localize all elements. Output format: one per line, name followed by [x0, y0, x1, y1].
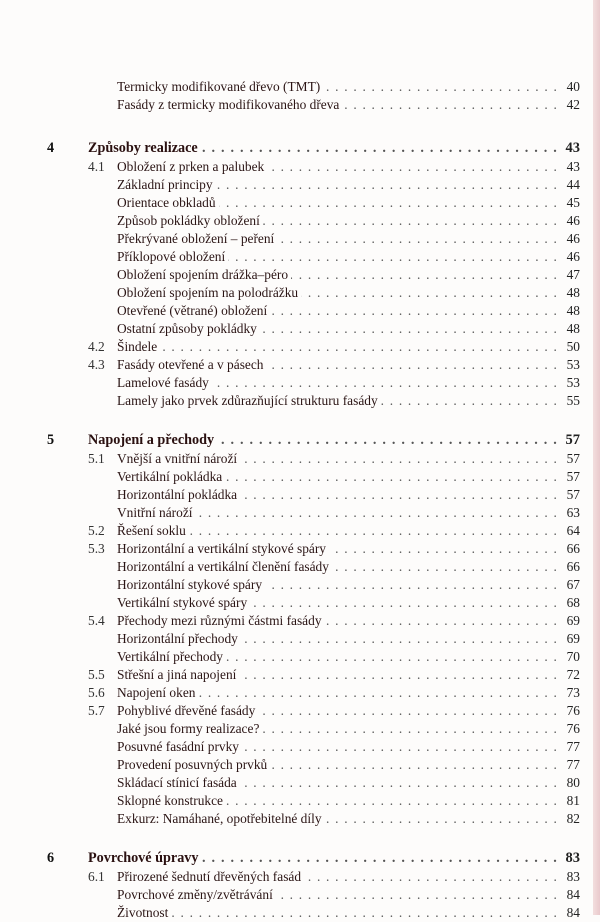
entry-title: Horizontální a vertikální členění fasády: [117, 559, 332, 574]
entry-title: Horizontální a vertikální stykové spáry: [117, 541, 329, 556]
page-number: 44: [566, 177, 580, 192]
entry-title: Přechody mezi různými částmi fasády: [117, 613, 325, 628]
toc-section: [0, 450, 600, 468]
page-number: 48: [566, 303, 580, 318]
entry-title: Obložení spojením drážka–péro: [117, 267, 291, 282]
entry-title: Obložení spojením na polodrážku: [117, 285, 301, 300]
toc-entry: [0, 230, 600, 248]
page-number: 66: [566, 541, 580, 556]
page-number: 63: [566, 505, 580, 520]
entry-title: Jaké jsou formy realizace?: [117, 721, 262, 736]
page-number: 70: [566, 649, 580, 664]
dot-leader: [117, 284, 558, 302]
toc-section: [0, 666, 600, 684]
dot-leader: [117, 792, 558, 810]
page-number: 69: [566, 631, 580, 646]
toc-entry: [0, 720, 600, 738]
page-number: 83: [566, 869, 580, 884]
dot-leader: [117, 78, 558, 96]
entry-title: Napojení oken: [117, 685, 198, 700]
toc-section: [0, 702, 600, 720]
section-number: 4.3: [88, 357, 105, 372]
dot-leader: [117, 266, 558, 284]
page-number: 83: [565, 850, 580, 866]
dot-leader: [117, 504, 558, 522]
entry-title: Sklopné konstrukce: [117, 793, 226, 808]
toc-entry: [0, 96, 600, 114]
dot-leader: [117, 702, 558, 720]
page-number: 77: [566, 739, 580, 754]
dot-leader: [117, 522, 558, 540]
page-number: 76: [566, 703, 580, 718]
dot-leader: [117, 684, 558, 702]
dot-leader: [117, 176, 558, 194]
entry-title: Posuvné fasádní prvky: [117, 739, 242, 754]
section-number: 5.5: [88, 667, 105, 682]
toc-section: [0, 612, 600, 630]
toc-entry: [0, 904, 600, 922]
page-number: 42: [566, 97, 580, 112]
entry-title: Ostatní způsoby pokládky: [117, 321, 260, 336]
entry-title: Řešení soklu: [117, 523, 189, 538]
dot-leader: [117, 594, 558, 612]
page-number: 48: [566, 285, 580, 300]
dot-leader: [117, 540, 558, 558]
toc-section: [0, 158, 600, 176]
dot-leader: [117, 774, 558, 792]
page-number: 67: [566, 577, 580, 592]
page-number: 57: [566, 451, 580, 466]
entry-title: Napojení a přechody: [88, 432, 217, 448]
section-number: 5.7: [88, 703, 105, 718]
page-number: 48: [566, 321, 580, 336]
entry-title: Povrchové změny/zvětrávání: [117, 887, 276, 902]
toc-section: [0, 540, 600, 558]
entry-title: Příklopové obložení: [117, 249, 228, 264]
toc-entry: [0, 774, 600, 792]
page-number: 53: [566, 357, 580, 372]
toc-entry: [0, 630, 600, 648]
section-number: 4.1: [88, 159, 105, 174]
entry-title: Lamely jako prvek zdůrazňující strukturu fasády: [117, 393, 381, 408]
page-number: 76: [566, 721, 580, 736]
dot-leader: [117, 96, 558, 114]
page-number: 43: [565, 140, 580, 156]
dot-leader: [117, 320, 558, 338]
page-number: 82: [566, 811, 580, 826]
toc-entry: [0, 576, 600, 594]
page-number: 72: [566, 667, 580, 682]
page-number: 84: [566, 905, 580, 920]
entry-title: Vertikální pokládka: [117, 469, 225, 484]
toc-entry: [0, 284, 600, 302]
dot-leader: [117, 302, 558, 320]
page-number: 73: [566, 685, 580, 700]
toc-entry: [0, 756, 600, 774]
entry-title: Životnost: [117, 905, 171, 920]
entry-title: Horizontální pokládka: [117, 487, 240, 502]
dot-leader: [117, 450, 558, 468]
dot-leader: [117, 468, 558, 486]
toc-entry: [0, 212, 600, 230]
dot-leader: [117, 212, 558, 230]
entry-title: Šindele: [117, 339, 160, 354]
section-number: 4.2: [88, 339, 105, 354]
page-number: 66: [566, 559, 580, 574]
page-number: 68: [566, 595, 580, 610]
entry-title: Způsob pokládky obložení: [117, 213, 263, 228]
section-number: 5.1: [88, 451, 105, 466]
toc-chapter: [0, 138, 600, 158]
entry-title: Povrchové úpravy: [88, 850, 201, 866]
toc-chapter: [0, 848, 600, 868]
dot-leader: [88, 848, 558, 868]
dot-leader: [88, 430, 558, 450]
entry-title: Střešní a jiná napojení: [117, 667, 239, 682]
page-number: 47: [566, 267, 580, 282]
page-number: 43: [566, 159, 580, 174]
toc-entry: [0, 886, 600, 904]
dot-leader: [117, 666, 558, 684]
entry-title: Přirozené šednutí dřevěných fasád: [117, 869, 304, 884]
entry-title: Vertikální stykové spáry: [117, 595, 250, 610]
toc-chapter: [0, 430, 600, 450]
dot-leader: [117, 194, 558, 212]
entry-title: Provedení posuvných prvků: [117, 757, 270, 772]
dot-leader: [117, 756, 558, 774]
toc-entry: [0, 468, 600, 486]
toc-entry: [0, 810, 600, 828]
dot-leader: [117, 248, 558, 266]
entry-title: Pohyblivé dřevěné fasády: [117, 703, 258, 718]
entry-title: Překrývané obložení – peření: [117, 231, 277, 246]
toc-entry: [0, 558, 600, 576]
page-number: 50: [566, 339, 580, 354]
entry-title: Otevřené (větrané) obložení: [117, 303, 270, 318]
entry-title: Skládací stínicí fasáda: [117, 775, 240, 790]
entry-title: Vertikální přechody: [117, 649, 226, 664]
toc-section: [0, 522, 600, 540]
page-number: 57: [566, 469, 580, 484]
dot-leader: [117, 738, 558, 756]
entry-title: Termicky modifikované dřevo (TMT): [117, 79, 323, 94]
dot-leader: [117, 648, 558, 666]
dot-leader: [117, 338, 558, 356]
page-number: 77: [566, 757, 580, 772]
toc-section: [0, 868, 600, 886]
page-number: 40: [566, 79, 580, 94]
entry-title: Exkurz: Namáhané, opotřebitelné díly: [117, 811, 325, 826]
dot-leader: [117, 720, 558, 738]
toc-entry: [0, 792, 600, 810]
toc-entry: [0, 486, 600, 504]
entry-title: Fasády z termicky modifikovaného dřeva: [117, 97, 342, 112]
toc-entry: [0, 504, 600, 522]
chapter-number: 6: [47, 850, 55, 866]
dot-leader: [117, 158, 558, 176]
page-number: 46: [566, 213, 580, 228]
table-of-contents: [0, 78, 600, 922]
toc-entry: [0, 320, 600, 338]
dot-leader: [117, 576, 558, 594]
dot-leader: [117, 810, 558, 828]
dot-leader: [117, 904, 558, 922]
chapter-number: 5: [47, 432, 55, 448]
toc-entry: [0, 302, 600, 320]
toc-entry: [0, 738, 600, 756]
toc-entry: [0, 374, 600, 392]
dot-leader: [117, 868, 558, 886]
dot-leader: [117, 356, 558, 374]
dot-leader: [117, 230, 558, 248]
toc-section: [0, 356, 600, 374]
page-number: 55: [566, 393, 580, 408]
section-number: 5.6: [88, 685, 105, 700]
toc-section: [0, 684, 600, 702]
page-number: 57: [565, 432, 580, 448]
toc-entry: [0, 78, 600, 96]
page-number: 57: [566, 487, 580, 502]
entry-title: Způsoby realizace: [88, 140, 201, 156]
dot-leader: [117, 392, 558, 410]
page-number: 69: [566, 613, 580, 628]
page-number: 64: [566, 523, 580, 538]
toc-entry: [0, 266, 600, 284]
dot-leader: [117, 612, 558, 630]
toc-section: [0, 338, 600, 356]
page-number: 80: [566, 775, 580, 790]
dot-leader: [117, 486, 558, 504]
toc-entry: [0, 194, 600, 212]
section-number: 5.3: [88, 541, 105, 556]
entry-title: Orientace obkladů: [117, 195, 219, 210]
entry-title: Fasády otevřené a v pásech: [117, 357, 267, 372]
dot-leader: [117, 374, 558, 392]
toc-entry: [0, 176, 600, 194]
entry-title: Vnitřní nároží: [117, 505, 196, 520]
dot-leader: [117, 558, 558, 576]
section-number: 5.4: [88, 613, 105, 628]
dot-leader: [117, 886, 558, 904]
toc-entry: [0, 648, 600, 666]
page-number: 84: [566, 887, 580, 902]
toc-entry: [0, 248, 600, 266]
chapter-number: 4: [47, 140, 55, 156]
page-number: 46: [566, 249, 580, 264]
entry-title: Horizontální přechody: [117, 631, 241, 646]
page-number: 81: [566, 793, 580, 808]
dot-leader: [88, 138, 558, 158]
page-number: 46: [566, 231, 580, 246]
section-number: 6.1: [88, 869, 105, 884]
dot-leader: [117, 630, 558, 648]
page-number: 53: [566, 375, 580, 390]
entry-title: Obložení z prken a palubek: [117, 159, 267, 174]
toc-entry: [0, 594, 600, 612]
entry-title: Horizontální stykové spáry: [117, 577, 265, 592]
entry-title: Vnější a vnitřní nároží: [117, 451, 240, 466]
section-number: 5.2: [88, 523, 105, 538]
entry-title: Lamelové fasády: [117, 375, 212, 390]
entry-title: Základní principy: [117, 177, 216, 192]
toc-entry: [0, 392, 600, 410]
page-number: 45: [566, 195, 580, 210]
